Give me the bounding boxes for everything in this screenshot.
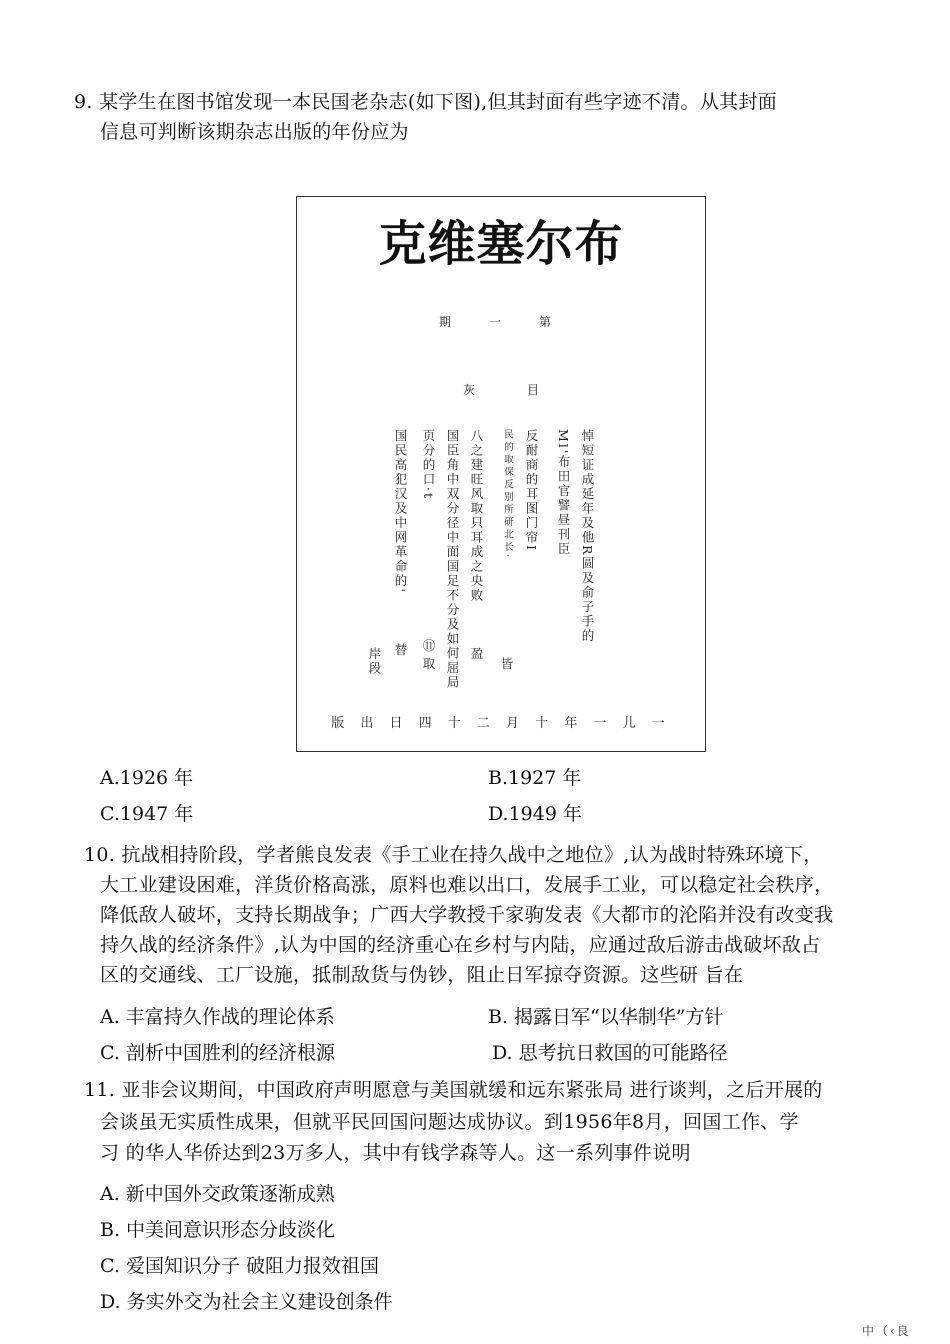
toc-column-5: 八之建旺风取只耳成之央败 [469,429,484,603]
toc-column-5-bottom: 盈 [469,647,484,662]
toc-column-4-bottom: 皆 [499,657,514,672]
q9-option-b[interactable]: B.1927 年 [488,767,582,789]
toc-column-4: 民的取保反别所研北长· [502,429,513,561]
toc-column-8-bottom: 替 [393,643,408,658]
table-of-contents-heading: 灰 目 [463,383,539,397]
q10-option-a[interactable]: A. 丰富持久作战的理论体系 [100,1006,335,1028]
magazine-cover-image [296,196,706,752]
q9-option-c[interactable]: C.1947 年 [100,803,194,825]
q9-line-1: 9. 某学生在图书馆发现一本民国老杂志(如下图),但其封面有些字迹不清。从其封面 [74,91,778,113]
publication-date: 版 出 日 四 十 二 月 十 年 一 儿 一 [331,716,671,731]
q10-line-2: 大工业建设困难，洋货价格高涨，原料也难以出口，发展手工业，可以稳定社会秩序， [100,874,834,896]
toc-column-6-bottom: 取 [421,657,436,672]
q9-option-a[interactable]: A.1926 年 [100,767,194,789]
toc-column-2: Ml'布田官譬昼刊臣 [556,429,571,557]
q11-option-b[interactable]: B. 中美间意识形态分歧淡化 [100,1219,336,1241]
q10-line-3: 降低敌人破坏，支持长期战争；广西大学教授千家驹发表《大都市的沦陷并没有改变我 [100,904,834,926]
toc-column-6: 国臣角中双分径中面国足不分及如何屈局 [445,429,460,690]
q10-option-c[interactable]: C. 剖析中国胜利的经济根源 [100,1042,335,1064]
toc-column-7: 页分的口·t [421,429,436,500]
q11-line-2: 会谈虽无实质性成果，但就平民回国问题达成协议。到1956年8月，回国工作、学 [100,1111,799,1133]
q11-line-1: 11. 亚非会议期间，中国政府声明愿意与美国就缓和远东紧张局 进行谈判，之后开展的 [84,1079,823,1101]
toc-column-3: 反耐商的耳图门帘I [524,429,539,552]
q9-option-d[interactable]: D.1949 年 [488,803,582,825]
toc-column-9-bottom: 岸段 [367,647,382,676]
q10-line-1: 10. 抗战相持阶段，学者熊良发表《手工业在持久战中之地位》,认为战时特殊环境下， [84,844,823,866]
issue-number: 期 一 第 [439,315,551,329]
toc-column-7-bottom: ⑪ [421,639,436,654]
page-corner-mark: 中（‹良 [862,1324,911,1338]
q11-option-d[interactable]: D. 务实外交为社会主义建设创条件 [100,1291,393,1313]
q10-option-b[interactable]: B. 揭露日军“以华制华”方针 [488,1006,724,1028]
toc-column-1: 悼短证成延年及他R圆及俞子手的 [580,429,595,644]
q10-option-d[interactable]: D. 思考抗日救国的可能路径 [492,1042,728,1064]
q11-option-c[interactable]: C. 爱国知识分子 破阻力报效祖国 [100,1255,379,1277]
q9-line-2: 信息可判断该期杂志出版的年份应为 [100,121,409,143]
q10-line-4: 持久战的经济条件》,认为中国的经济重心在乡村与内陆，应通过敌后游击战破坏敌占 [100,934,821,956]
q11-line-3: 习 的华人华侨达到23万多人，其中有钱学森等人。这一系列事件说明 [100,1142,691,1164]
q10-line-5: 区的交通线、工厂设施，抵制敌货与伪钞，阻止日军掠夺资源。这些研 旨在 [100,964,744,986]
q11-option-a[interactable]: A. 新中国外交政策逐渐成熟 [100,1183,335,1205]
magazine-title: 克维塞尔布 [378,216,624,272]
toc-column-8: 国民高犯汉及中网革命的' [393,429,408,594]
